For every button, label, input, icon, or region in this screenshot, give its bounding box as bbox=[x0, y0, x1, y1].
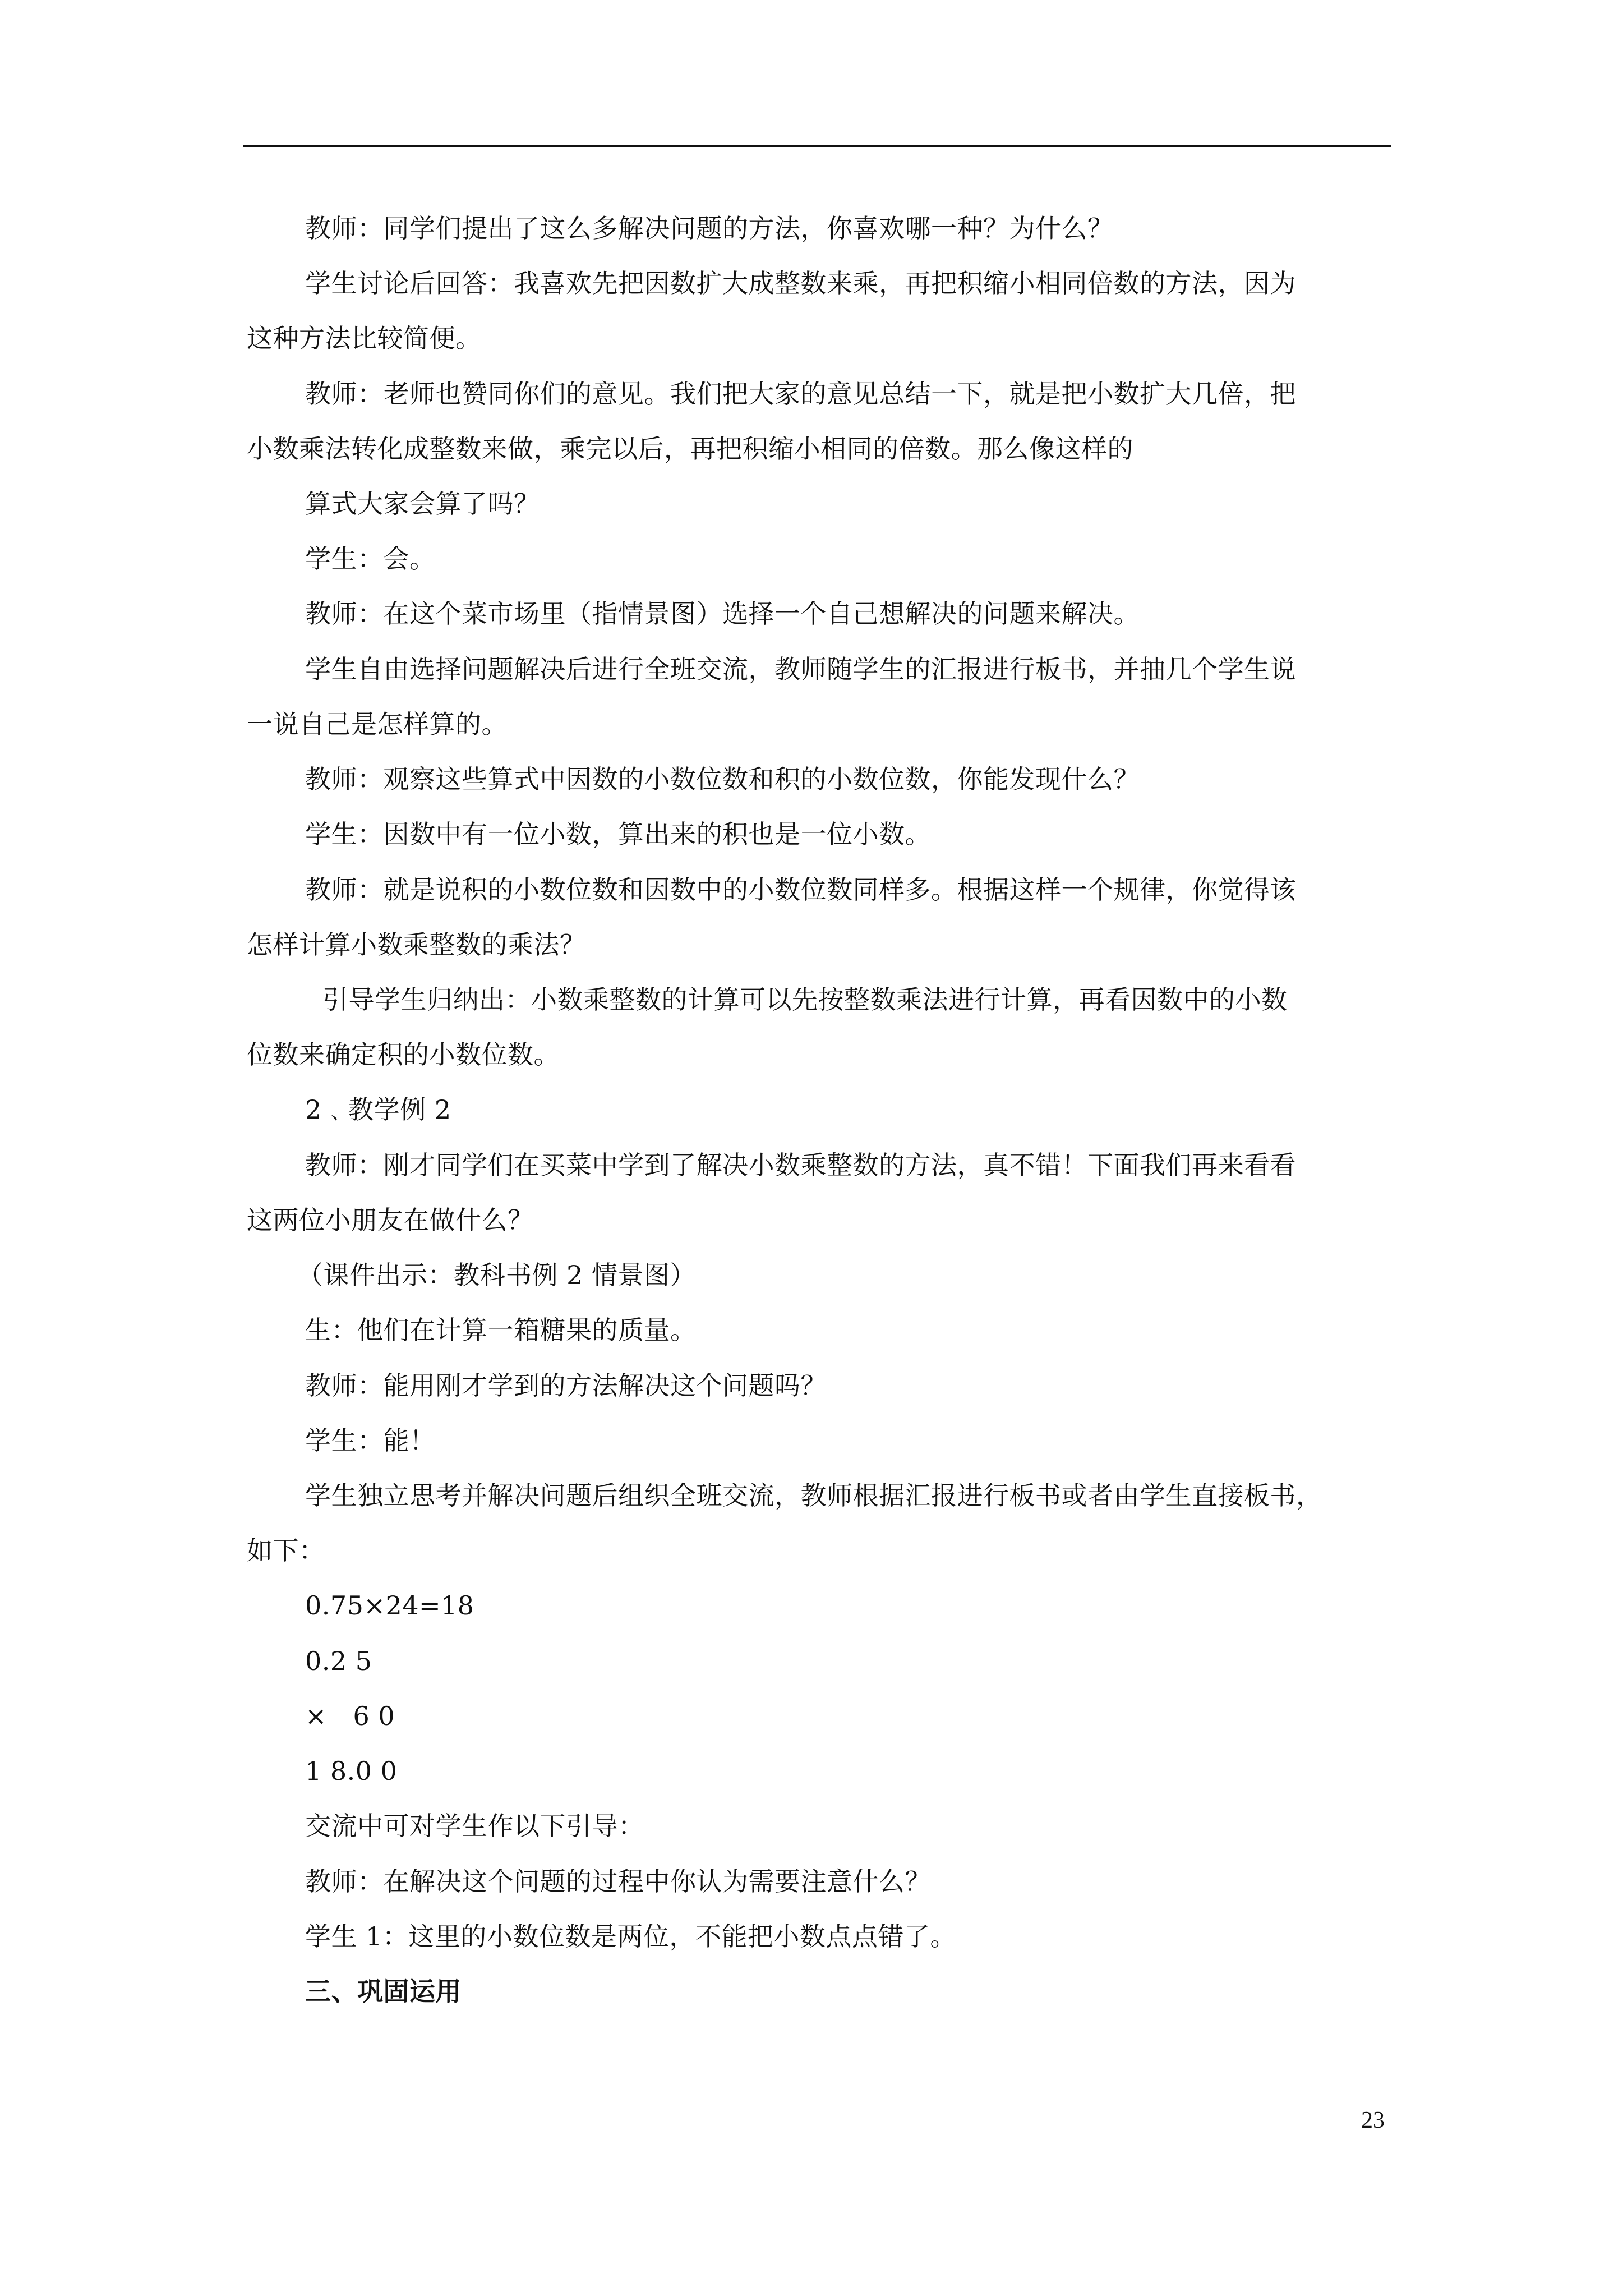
vertical-calc-line: 1 8.0 0 bbox=[305, 1756, 398, 1786]
section-heading: 2﹑教学例 2 bbox=[305, 1094, 451, 1125]
paragraph-line: 怎样计算小数乘整数的乘法？ bbox=[247, 930, 586, 960]
paragraph-line: （课件出示：教科书例 2 情景图） bbox=[297, 1260, 697, 1290]
paragraph-line: 生：他们在计算一箱糖果的质量。 bbox=[305, 1315, 697, 1345]
paragraph-line: 一说自己是怎样算的。 bbox=[247, 709, 508, 739]
paragraph-line: 教师：观察这些算式中因数的小数位数和积的小数位数，你能发现什么？ bbox=[305, 764, 1140, 794]
paragraph-line: 学生：因数中有一位小数，算出来的积也是一位小数。 bbox=[305, 819, 931, 849]
paragraph-line: 教师：能用刚才学到的方法解决这个问题吗？ bbox=[305, 1370, 827, 1401]
paragraph-line: 教师：在这个菜市场里（指情景图）选择一个自己想解决的问题来解决。 bbox=[305, 599, 1140, 629]
paragraph-line: 位数来确定积的小数位数。 bbox=[247, 1039, 560, 1070]
paragraph-line: 教师：同学们提出了这么多解决问题的方法，你喜欢哪一种？为什么？ bbox=[305, 213, 1114, 243]
vertical-calc-line: × 6 0 bbox=[305, 1701, 395, 1731]
paragraph-line: 学生独立思考并解决问题后组织全班交流，教师根据汇报进行板书或者由学生直接板书， bbox=[305, 1480, 1322, 1511]
paragraph-line: 学生：会。 bbox=[305, 544, 436, 574]
equation-line: 0.75×24=18 bbox=[305, 1590, 474, 1621]
paragraph-line: 小数乘法转化成整数来做，乘完以后，再把积缩小相同的倍数。那么像这样的 bbox=[247, 434, 1133, 464]
page-number: 23 bbox=[1361, 2108, 1385, 2133]
paragraph-line: 学生 1：这里的小数位数是两位，不能把小数点点错了。 bbox=[305, 1921, 956, 1952]
vertical-calc-line: 0.2 5 bbox=[305, 1646, 372, 1676]
paragraph-line: 交流中可对学生作以下引导： bbox=[305, 1811, 644, 1841]
paragraph-line: 学生自由选择问题解决后进行全班交流，教师随学生的汇报进行板书，并抽几个学生说 bbox=[305, 654, 1296, 684]
paragraph-line: 算式大家会算了吗？ bbox=[305, 489, 540, 519]
paragraph-line: 学生讨论后回答：我喜欢先把因数扩大成整数来乘，再把积缩小相同倍数的方法，因为 bbox=[305, 268, 1296, 298]
header-rule bbox=[243, 145, 1391, 147]
paragraph-line: 如下： bbox=[247, 1535, 325, 1566]
paragraph-line: 教师：就是说积的小数位数和因数中的小数位数同样多。根据这样一个规律，你觉得该 bbox=[305, 875, 1296, 905]
paragraph-line: 这两位小朋友在做什么？ bbox=[247, 1205, 534, 1235]
section-heading: 三、巩固运用 bbox=[305, 1976, 462, 2007]
paragraph-line: 引导学生归纳出：小数乘整数的计算可以先按整数乘法进行计算，再看因数中的小数 bbox=[322, 984, 1288, 1015]
paragraph-line: 教师：老师也赞同你们的意见。我们把大家的意见总结一下，就是把小数扩大几倍，把 bbox=[305, 379, 1296, 409]
paragraph-line: 这种方法比较简便。 bbox=[247, 323, 482, 353]
paragraph-line: 学生：能！ bbox=[305, 1425, 436, 1456]
paragraph-line: 教师：在解决这个问题的过程中你认为需要注意什么？ bbox=[305, 1866, 931, 1897]
paragraph-line: 教师：刚才同学们在买菜中学到了解决小数乘整数的方法，真不错！下面我们再来看看 bbox=[305, 1150, 1296, 1180]
